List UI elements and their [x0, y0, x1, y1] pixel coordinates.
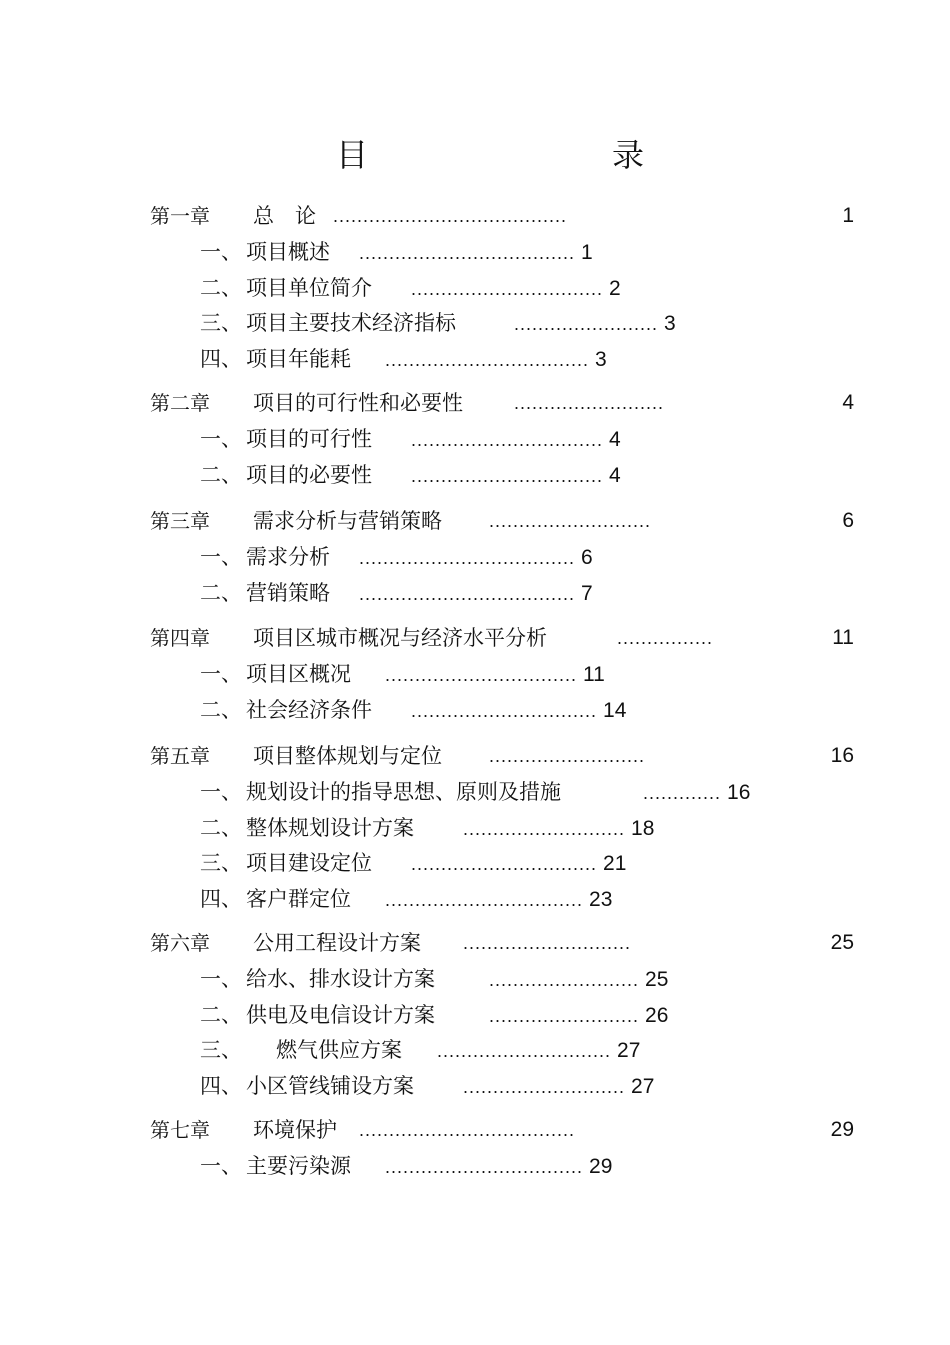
section-page-number: 27 [631, 1074, 655, 1098]
leader-dots: ............................. [437, 1041, 612, 1061]
section-page-number: 23 [589, 887, 613, 911]
chapter-title: 总 论 [253, 204, 316, 228]
chapter-label: 第二章 [150, 391, 210, 415]
section-number: 一、 [200, 427, 242, 451]
section-title[interactable]: 主要污染源 [246, 1154, 351, 1178]
section-leader [411, 274, 621, 303]
chapter-entry[interactable] [150, 507, 442, 535]
section-page-number: 4 [609, 428, 621, 451]
chapter-title: 环境保护 [253, 1118, 337, 1142]
section-page-number: 4 [609, 463, 621, 487]
section-number: 二、 [200, 462, 242, 487]
chapter-label: 第五章 [150, 744, 210, 768]
chapter-page-number: 25 [830, 931, 854, 954]
leader-dots: .................................. [385, 349, 590, 370]
leader-dots: ......................... [489, 970, 640, 990]
section-number: 三、 [200, 851, 242, 875]
section-title[interactable]: 项目概述 [246, 240, 330, 264]
section-number: 一、 [200, 967, 242, 991]
leader-dots: .................................... [359, 583, 576, 604]
chapter-page-number: 29 [830, 1118, 854, 1141]
section-number: 一、 [200, 662, 242, 686]
section-title[interactable]: 整体规划设计方案 [246, 815, 414, 840]
section-page-number: 1 [581, 241, 593, 264]
section-leader [489, 965, 668, 994]
section-title[interactable]: 客户群定位 [246, 886, 351, 911]
section-leader [359, 238, 593, 267]
section-number: 一、 [200, 240, 242, 264]
chapter-label: 第三章 [150, 509, 210, 533]
chapter-entry[interactable] [150, 624, 547, 652]
section-leader [489, 1001, 668, 1030]
leader-dots: ................................. [385, 1157, 584, 1177]
section-leader [385, 345, 607, 374]
chapter-label: 第六章 [150, 931, 210, 955]
section-page-number: 2 [609, 276, 621, 300]
section-page-number: 29 [589, 1155, 613, 1178]
section-page-number: 25 [645, 968, 669, 991]
section-number: 四、 [200, 346, 242, 371]
chapter-title: 项目的可行性和必要性 [253, 391, 463, 415]
section-title[interactable]: 小区管线铺设方案 [246, 1073, 414, 1098]
section-page-number: 11 [583, 663, 605, 686]
chapter-label: 第一章 [150, 204, 210, 228]
section-page-number: 21 [603, 852, 627, 875]
leader-dots: ............................ [463, 933, 632, 953]
section-number: 一、 [200, 1154, 242, 1178]
chapter-title: 项目区城市概况与经济水平分析 [253, 626, 547, 650]
section-title[interactable]: 项目主要技术经济指标 [246, 311, 456, 335]
section-page-number: 18 [631, 816, 655, 840]
chapter-entry[interactable] [150, 929, 421, 957]
section-number: 二、 [200, 1002, 242, 1027]
leader-dots: ......................... [489, 1005, 640, 1026]
leader-dots: .......................... [489, 746, 646, 766]
leader-dots: .................................... [359, 548, 576, 568]
section-number: 二、 [200, 580, 242, 605]
leader-dots: ......................... [514, 393, 665, 413]
section-leader [359, 543, 593, 572]
leader-dots: .................................... [359, 243, 576, 263]
section-leader [463, 814, 654, 843]
section-page-number: 14 [603, 698, 627, 722]
section-title[interactable]: 项目建设定位 [246, 851, 372, 875]
section-leader [411, 696, 626, 725]
section-title[interactable]: 营销策略 [246, 580, 330, 605]
leader-dots: ....................................... [333, 206, 568, 226]
section-title[interactable]: 燃气供应方案 [276, 1038, 402, 1062]
leader-dots: ........................... [463, 818, 626, 839]
section-number: 一、 [200, 780, 242, 804]
section-title[interactable]: 项目单位简介 [246, 275, 372, 300]
section-title[interactable]: 社会经济条件 [246, 697, 372, 722]
section-leader [463, 1072, 654, 1101]
chapter-page-number: 1 [842, 204, 854, 227]
leader-dots: ............................... [411, 700, 598, 721]
section-title[interactable]: 项目区概况 [246, 662, 351, 686]
leader-dots: ........................... [489, 511, 652, 531]
chapter-page-number: 4 [842, 391, 854, 414]
chapter-page-number: 11 [832, 626, 854, 649]
section-page-number: 6 [581, 546, 593, 569]
leader-dots: ................................ [411, 465, 604, 486]
section-title[interactable]: 项目年能耗 [246, 346, 351, 371]
section-number: 二、 [200, 697, 242, 722]
leader-dots: ............................... [411, 854, 598, 874]
section-leader [411, 849, 626, 878]
section-number: 一、 [200, 545, 242, 569]
section-page-number: 27 [617, 1039, 641, 1062]
section-page-number: 26 [645, 1003, 669, 1027]
chapter-entry[interactable] [150, 742, 442, 770]
section-leader [411, 425, 621, 454]
section-title[interactable]: 供电及电信设计方案 [246, 1002, 435, 1027]
chapter-label: 第七章 [150, 1118, 210, 1142]
chapter-title: 项目整体规划与定位 [253, 744, 442, 768]
section-page-number: 3 [664, 312, 676, 335]
chapter-title: 需求分析与营销策略 [253, 509, 442, 533]
chapter-page-number: 6 [842, 509, 854, 532]
section-page-number: 3 [595, 347, 607, 371]
section-title[interactable]: 项目的必要性 [246, 462, 372, 487]
leader-dots: ................................ [411, 278, 604, 299]
section-number: 二、 [200, 815, 242, 840]
leader-dots: ................................. [385, 889, 584, 910]
leader-dots: ................................ [411, 430, 604, 450]
leader-dots: .................................... [359, 1120, 576, 1140]
section-number: 三、 [200, 311, 242, 335]
section-leader [385, 1152, 612, 1181]
section-title[interactable]: 规划设计的指导思想、原则及措施 [246, 780, 561, 804]
section-title[interactable]: 给水、排水设计方案 [246, 967, 435, 991]
leader-dots: ................ [617, 628, 714, 648]
section-page-number: 7 [581, 581, 593, 605]
section-leader [643, 778, 750, 807]
section-title[interactable]: 需求分析 [246, 545, 330, 569]
section-leader [514, 309, 676, 338]
leader-dots: ........................... [463, 1076, 626, 1097]
section-number: 四、 [200, 886, 242, 911]
section-leader [385, 660, 605, 689]
chapter-page-number: 16 [830, 744, 854, 767]
section-leader [437, 1036, 640, 1065]
page-title: 目 录 [335, 136, 704, 174]
section-number: 二、 [200, 275, 242, 300]
section-leader [411, 461, 621, 490]
chapter-entry[interactable] [150, 1116, 337, 1144]
leader-dots: ............. [643, 783, 722, 803]
leader-dots: ........................ [514, 314, 659, 334]
section-number: 三、 [200, 1038, 242, 1062]
section-leader [385, 885, 612, 914]
chapter-label: 第四章 [150, 626, 210, 650]
leader-dots: ................................ [385, 665, 578, 685]
section-number: 四、 [200, 1073, 242, 1098]
chapter-entry[interactable] [150, 389, 463, 417]
chapter-entry[interactable] [150, 202, 316, 230]
section-page-number: 16 [727, 781, 751, 804]
section-title[interactable]: 项目的可行性 [246, 427, 372, 451]
chapter-title: 公用工程设计方案 [253, 931, 421, 955]
section-leader [359, 579, 593, 608]
